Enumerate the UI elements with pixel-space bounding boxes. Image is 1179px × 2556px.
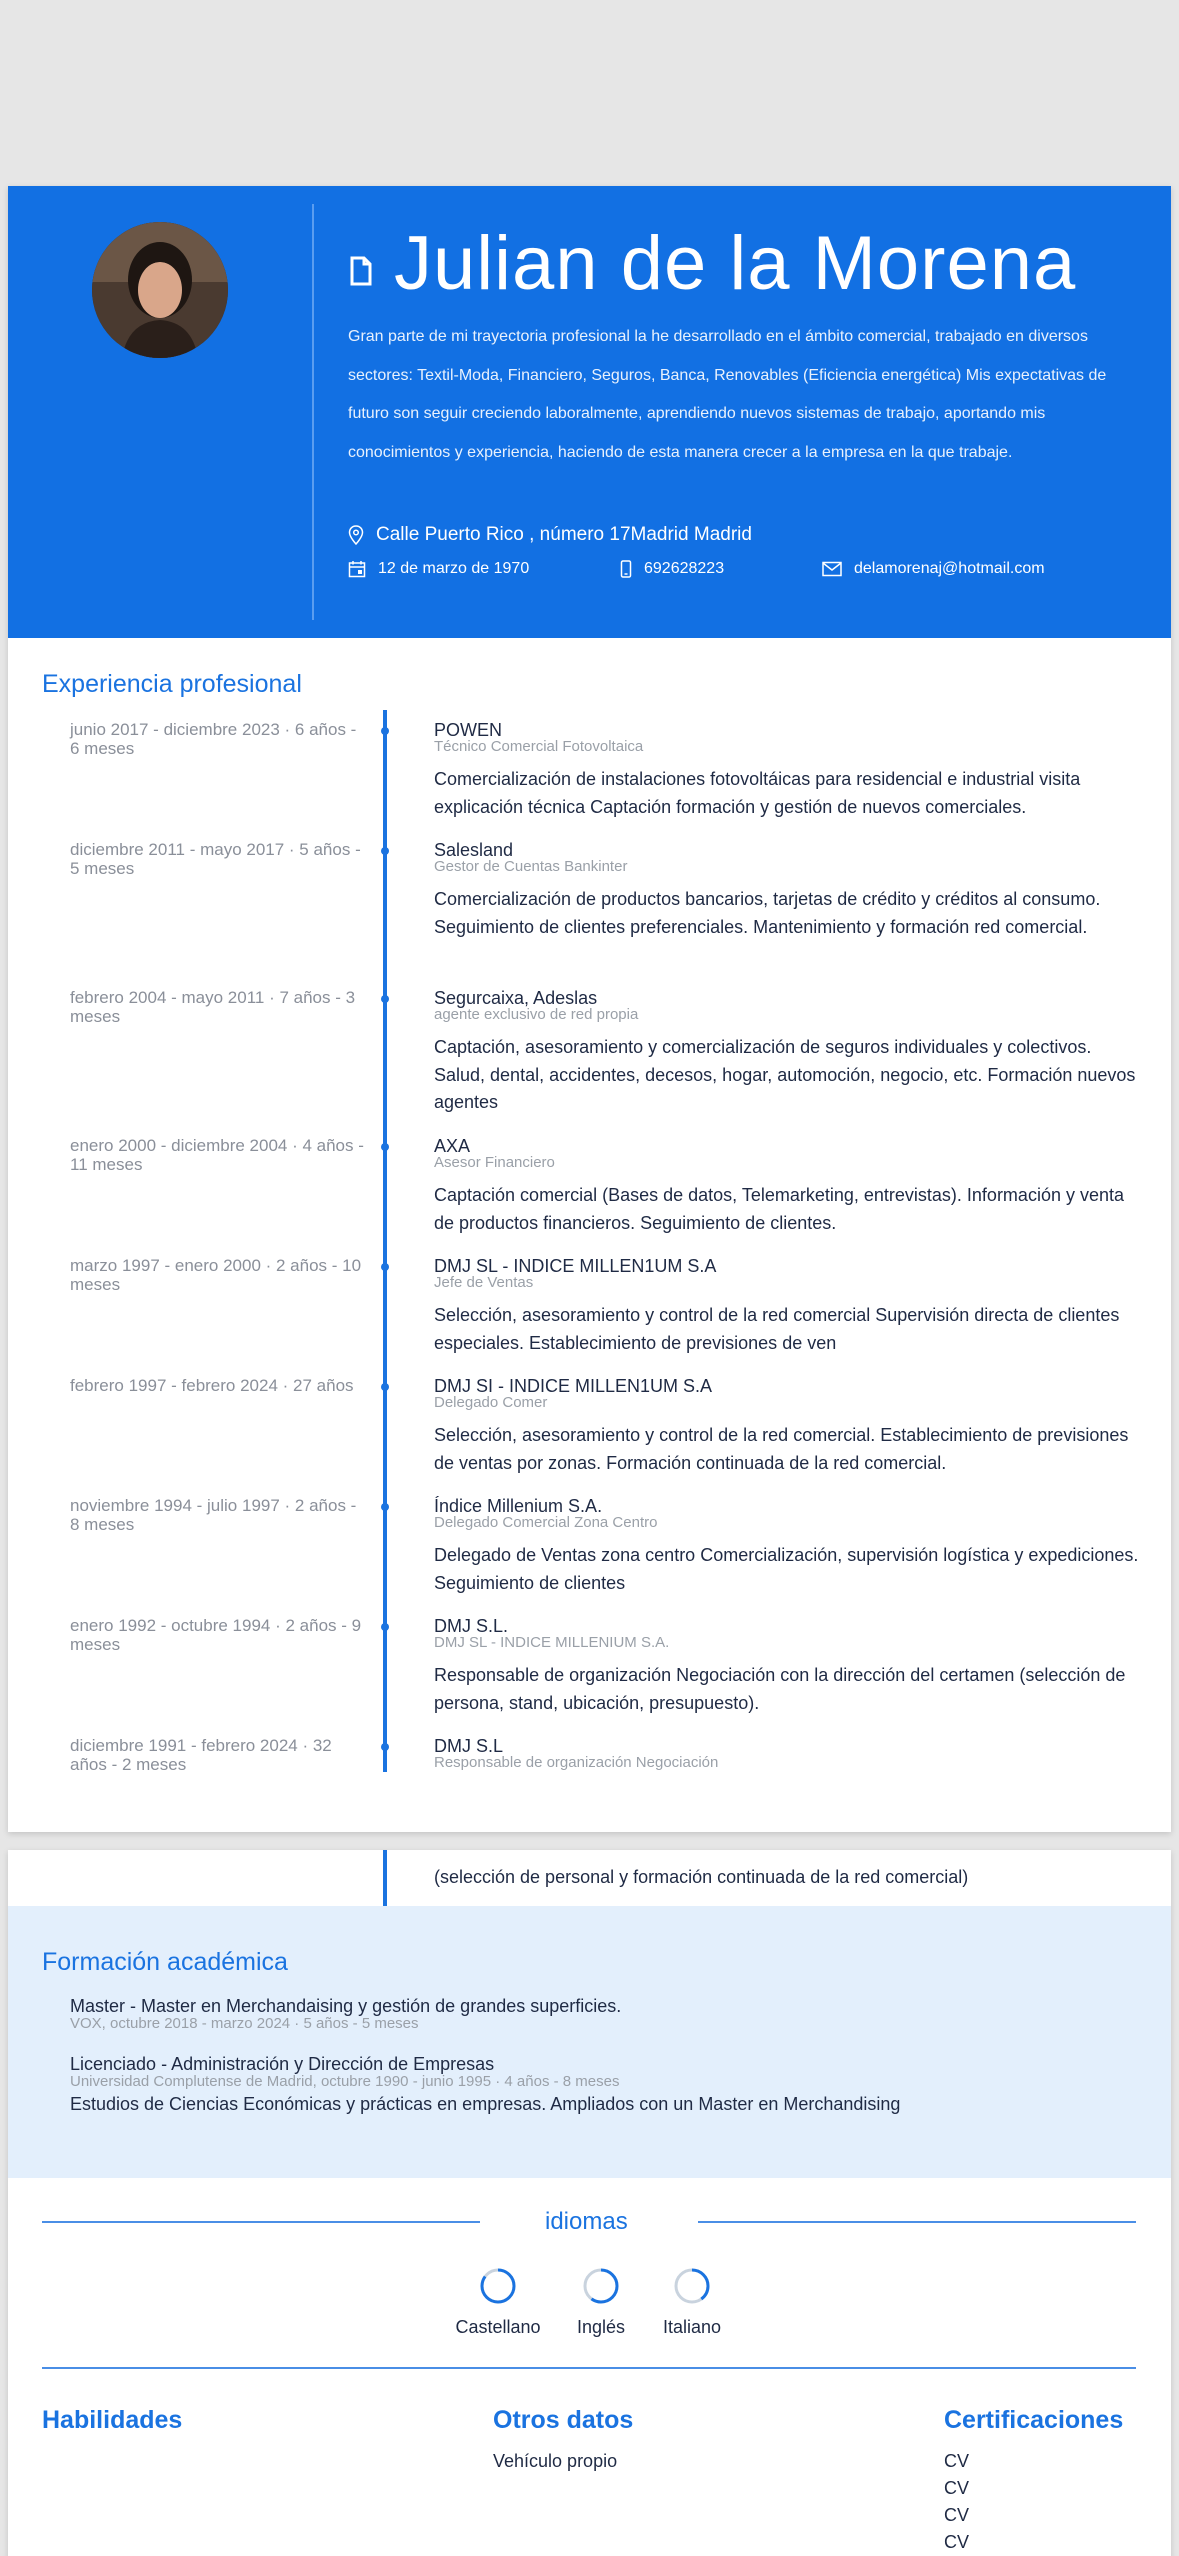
document-icon	[348, 254, 374, 288]
experience-role: Responsable de organización Negociación	[434, 1754, 719, 1771]
experience-company: Salesland	[434, 840, 514, 860]
timeline-dot	[381, 1503, 389, 1511]
experience-role: Delegado Comer	[434, 1394, 548, 1411]
timeline-dot	[381, 995, 389, 1003]
timeline-dot	[381, 1143, 389, 1151]
education-degree: Master - Master en Merchandaising y gestión de grandes superficies.	[70, 1996, 622, 2016]
mail-icon	[822, 561, 842, 577]
experience-description: Comercialización de productos bancarios, tarjetas de crédito y créditos al consumo. Seguimiento de clientes preferenciales. Mantenimiento y formación red comercial.	[434, 889, 1101, 937]
language-item	[448, 2268, 548, 2338]
language-level-ring	[674, 2268, 710, 2304]
education-note: Estudios de Ciencias Económicas y prácticas en empresas. Ampliados con un Master en Merchandising	[70, 2094, 901, 2114]
certification-item: CV	[944, 2451, 970, 2471]
experience-date: diciembre 1991 - febrero 2024 · 32 años - 2 meses	[70, 1736, 332, 1774]
birthdate-row	[348, 560, 529, 578]
experience-role: Técnico Comercial Fotovoltaica	[434, 738, 644, 755]
experience-description: Captación comercial (Bases de datos, Telemarketing, entrevistas). Información y venta de productos financieros. Seguimiento de clientes.	[434, 1185, 1124, 1233]
experience-role: agente exclusivo de red propia	[434, 1006, 639, 1023]
languages-rule-left	[42, 2221, 480, 2223]
other-data-title: Otros datos	[493, 2406, 634, 2434]
experience-date: noviembre 1994 - julio 1997 · 2 años - 8 meses	[70, 1496, 357, 1534]
experience-description: Delegado de Ventas zona centro Comercialización, supervisión logística y expediciones. Seguimiento de clientes	[434, 1545, 1139, 1593]
certifications-title: Certificaciones	[944, 2406, 1124, 2434]
profile-photo	[92, 222, 228, 358]
email-row	[822, 560, 1045, 578]
timeline-dot	[381, 727, 389, 735]
experience-continuation: (selección de personal y formación continuada de la red comercial)	[434, 1867, 969, 1887]
calendar-icon	[348, 560, 366, 578]
experience-role: Asesor Financiero	[434, 1154, 555, 1171]
experience-company: DMJ SI - INDICE MILLEN1UM S.A	[434, 1376, 713, 1396]
profile-summary: Gran parte de mi trayectoria profesional la he desarrollado en el ámbito comercial, trabajado en diversos sectores: Textil-Moda, Financiero, Seguros, Banca, Renovables (Eficiencia energética) Mis expectativas de futuro son seguir creciendo laboralmente, aprendiendo nuevos sistemas de trabajo, aportando mis conocimientos y experiencia, haciendo de esta manera crecer a la empresa en la que trabaje.	[348, 328, 1107, 461]
experience-role: Delegado Comercial Zona Centro	[434, 1514, 658, 1531]
education-item	[70, 2054, 619, 2090]
experience-description: Selección, asesoramiento y control de la red comercial. Establecimiento de previsiones de ventas por zonas. Formación continuada de la red comercial.	[434, 1425, 1129, 1473]
experience-role: Jefe de Ventas	[434, 1274, 534, 1291]
experience-company: POWEN	[434, 720, 503, 740]
experience-company: Segurcaixa, Adeslas	[434, 988, 598, 1008]
section-divider	[42, 2367, 1136, 2369]
timeline-dot	[381, 1623, 389, 1631]
language-item	[642, 2268, 742, 2338]
experience-date: febrero 2004 - mayo 2011 · 7 años - 3 meses	[70, 988, 356, 1026]
phone-icon	[620, 560, 632, 578]
avatar	[92, 222, 228, 358]
timeline-dot	[381, 1383, 389, 1391]
timeline-dot	[381, 1743, 389, 1751]
timeline-dot	[381, 1263, 389, 1271]
language-item	[551, 2268, 651, 2338]
education-section	[8, 1906, 1171, 2178]
education-item	[70, 1996, 621, 2032]
experience-date: marzo 1997 - enero 2000 · 2 años - 10 meses	[70, 1256, 362, 1294]
skills-title: Habilidades	[42, 2406, 183, 2434]
experience-company: DMJ S.L.	[434, 1616, 509, 1636]
other-data-item: Vehículo propio	[493, 2451, 618, 2471]
certification-item: CV	[944, 2505, 970, 2525]
languages-rule-right	[698, 2221, 1136, 2223]
header-divider	[312, 204, 314, 620]
experience-date: febrero 1997 - febrero 2024 · 27 años	[70, 1376, 354, 1395]
experience-role: DMJ SL - INDICE MILLENIUM S.A.	[434, 1634, 670, 1651]
language-label: Italiano	[662, 2317, 722, 2337]
email-text[interactable]: delamorenaj@hotmail.com	[854, 560, 1045, 577]
language-level-ring	[583, 2268, 619, 2304]
education-title: Formación académica	[42, 1948, 288, 1976]
phone-text[interactable]: 692628223	[644, 560, 725, 577]
experience-role: Gestor de Cuentas Bankinter	[434, 858, 628, 875]
languages-title: idiomas	[545, 2208, 628, 2235]
experience-description: Responsable de organización Negociación con la dirección del certamen (selección de persona, stand, ubicación, presupuesto).	[434, 1665, 1126, 1713]
experience-company: DMJ S.L	[434, 1736, 504, 1756]
candidate-name: Julian de la Morena	[394, 221, 1077, 306]
timeline-line-continued	[383, 1850, 387, 1906]
experience-description: Selección, asesoramiento y control de la red comercial Supervisión directa de clientes especiales. Establecimiento de previsiones de ven	[434, 1305, 1120, 1353]
certification-item: CV	[944, 2532, 970, 2552]
address-row	[348, 524, 752, 546]
name-row	[348, 220, 1076, 307]
experience-date: enero 1992 - octubre 1994 · 2 años - 9 meses	[70, 1616, 362, 1654]
experience-description: Captación, asesoramiento y comercialización de seguros individuales y colectivos. Salud, dental, accidentes, decesos, hogar, automoción, negocio, etc. Formación nuevos agentes	[434, 1037, 1136, 1112]
address-text: Calle Puerto Rico , número 17Madrid Madrid	[376, 524, 752, 545]
education-degree: Licenciado - Administración y Dirección de Empresas	[70, 2054, 495, 2074]
language-label: Inglés	[576, 2317, 626, 2337]
timeline-line	[383, 710, 387, 1772]
language-label: Castellano	[455, 2317, 541, 2337]
timeline-dot	[381, 847, 389, 855]
experience-company: AXA	[434, 1136, 471, 1156]
experience-company: DMJ SL - INDICE MILLEN1UM S.A	[434, 1256, 717, 1276]
cv-page-2	[8, 1850, 1171, 2556]
certification-item: CV	[944, 2478, 970, 2498]
birthdate-text: 12 de marzo de 1970	[378, 560, 530, 577]
experience-date: junio 2017 - diciembre 2023 · 6 años - 6 meses	[70, 720, 357, 758]
education-details: VOX, octubre 2018 - marzo 2024 · 5 años - 5 meses	[70, 2015, 419, 2032]
cv-page-1	[8, 186, 1171, 1832]
experience-description: Comercialización de instalaciones fotovoltáicas para residencial e industrial visita explicación técnica Captación formación y gestión de nuevos comerciales.	[434, 769, 1081, 817]
phone-row	[620, 560, 724, 578]
experience-date: enero 2000 - diciembre 2004 · 4 años - 11 meses	[70, 1136, 364, 1174]
education-details: Universidad Complutense de Madrid, octubre 1990 - junio 1995 · 4 años - 8 meses	[70, 2073, 620, 2090]
language-level-ring	[480, 2268, 516, 2304]
cv-header	[8, 186, 1171, 638]
location-pin-icon	[348, 525, 364, 545]
experience-title: Experiencia profesional	[42, 670, 302, 698]
experience-date: diciembre 2011 - mayo 2017 · 5 años - 5 meses	[70, 840, 361, 878]
experience-company: Índice Millenium S.A.	[434, 1496, 603, 1516]
